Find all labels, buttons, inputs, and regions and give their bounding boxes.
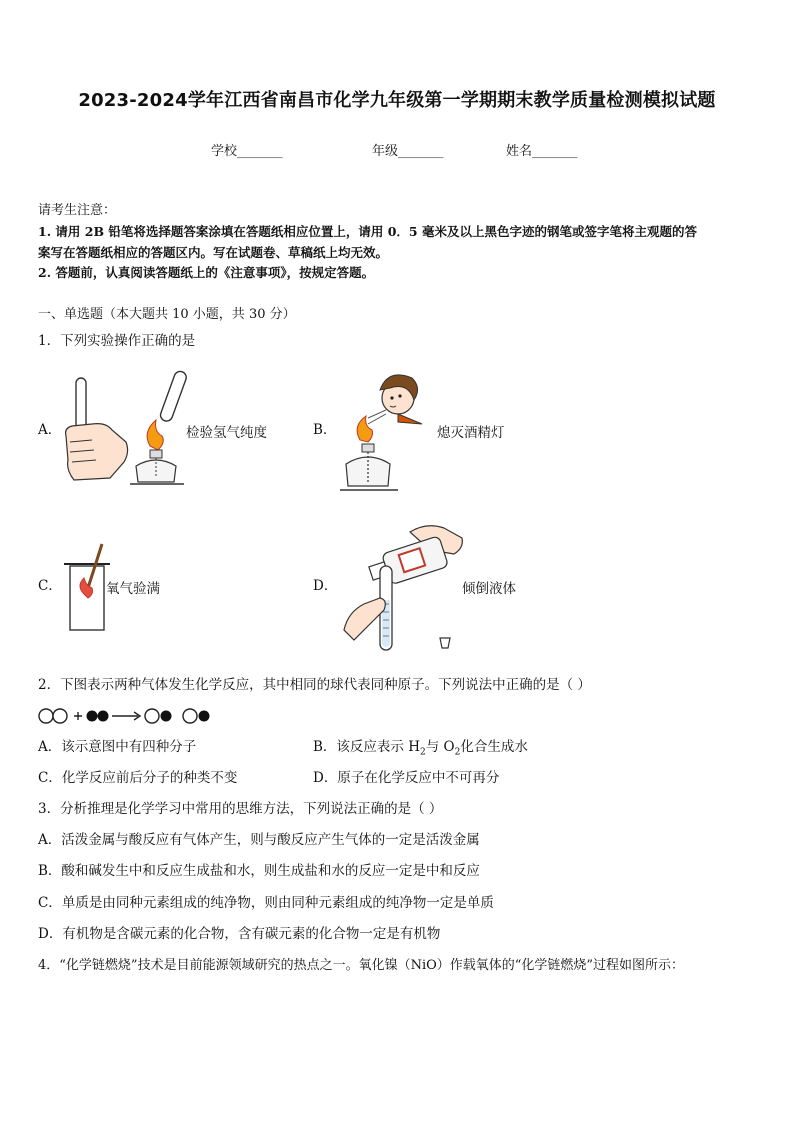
name-field[interactable]: 姓名_______: [506, 144, 578, 159]
q1-option-c-label[interactable]: C．: [38, 578, 62, 594]
notice-item-2: 2. 答题前，认真阅读答题纸上的《注意事项》，按规定答题。: [38, 265, 375, 280]
q3-option-a[interactable]: A．活泼金属与酸反应有气体产生，则与酸反应产生气体的一定是活泼金属: [38, 832, 480, 848]
q2-option-a[interactable]: A．该示意图中有四种分子: [38, 739, 197, 755]
question-1-stem: 1．下列实验操作正确的是: [38, 333, 196, 349]
notice-item-1-line-1: 1. 请用 2B 铅笔将选择题答案涂填在答题纸相应位置上，请用 0．5 毫米及以上黑色字迹的钢笔或签字笔将主观题的答: [38, 224, 697, 239]
q2-option-b-sub-2: 2: [454, 747, 461, 758]
q1-option-d-label[interactable]: D．: [313, 578, 338, 594]
question-2-stem: 2．下图表示两种气体发生化学反应，其中相同的球代表同种原子。下列说法中正确的是（ ）: [38, 677, 591, 693]
notice-item-1-line-2: 案写在答题纸相应的答题区内。写在试题卷、草稿纸上均无效。: [38, 245, 389, 260]
q2-option-b-sub-1: 2: [420, 747, 426, 758]
q3-option-d[interactable]: D．有机物是含碳元素的化合物，含有碳元素的化合物一定是有机物: [38, 926, 441, 942]
q2-option-d[interactable]: D．原子在化学反应中不可再分: [313, 770, 500, 786]
notice-heading: 请考生注意：: [38, 203, 117, 218]
pouring-liquid-figure: [340, 520, 466, 652]
q3-option-b[interactable]: B．酸和碱发生中和反应生成盐和水，则生成盐和水的反应一定是中和反应: [38, 863, 480, 879]
hydrogen-purity-test-figure: [62, 370, 188, 488]
q1-option-b-caption: 熄灭酒精灯: [437, 425, 505, 441]
section-heading: 一、单选题（本大题共 10 小题，共 30 分）: [38, 307, 296, 322]
q2-option-b[interactable]: [313, 737, 528, 763]
q1-option-b-label[interactable]: B．: [313, 422, 337, 438]
q1-option-a-caption: 检验氢气纯度: [186, 425, 267, 441]
q2-option-b-text-2: 与 O: [425, 739, 455, 755]
question-4-stem: 4．“化学链燃烧”技术是目前能源领域研究的热点之一。氧化镍（NiO）作载氧体的“化学链燃烧”过程如图所示：: [38, 958, 685, 973]
school-field[interactable]: 学校_______: [211, 144, 283, 159]
grade-field[interactable]: 年级_______: [372, 144, 444, 159]
exam-title: 2023-2024学年江西省南昌市化学九年级第一学期期末教学质量检测模拟试题: [78, 90, 716, 111]
q1-option-c-caption: 氧气验满: [106, 581, 160, 597]
q1-option-d-caption: 倾倒液体: [462, 581, 516, 597]
question-3-stem: 3．分析推理是化学学习中常用的思维方法，下列说法正确的是（ ）: [38, 801, 443, 817]
oxygen-full-test-figure: [62, 540, 112, 634]
q2-option-b-text-1: B．该反应表示 H: [313, 739, 420, 755]
q3-option-c[interactable]: C．单质是由同种元素组成的纯净物，则由同种元素组成的纯净物一定是单质: [38, 895, 494, 911]
q1-option-a-label[interactable]: A．: [38, 422, 62, 438]
reaction-diagram: [38, 706, 214, 726]
q2-option-c[interactable]: C．化学反应前后分子的种类不变: [38, 770, 238, 786]
blowing-out-lamp-figure: [338, 360, 438, 498]
q2-option-b-text-3: 化合生成水: [460, 739, 528, 755]
